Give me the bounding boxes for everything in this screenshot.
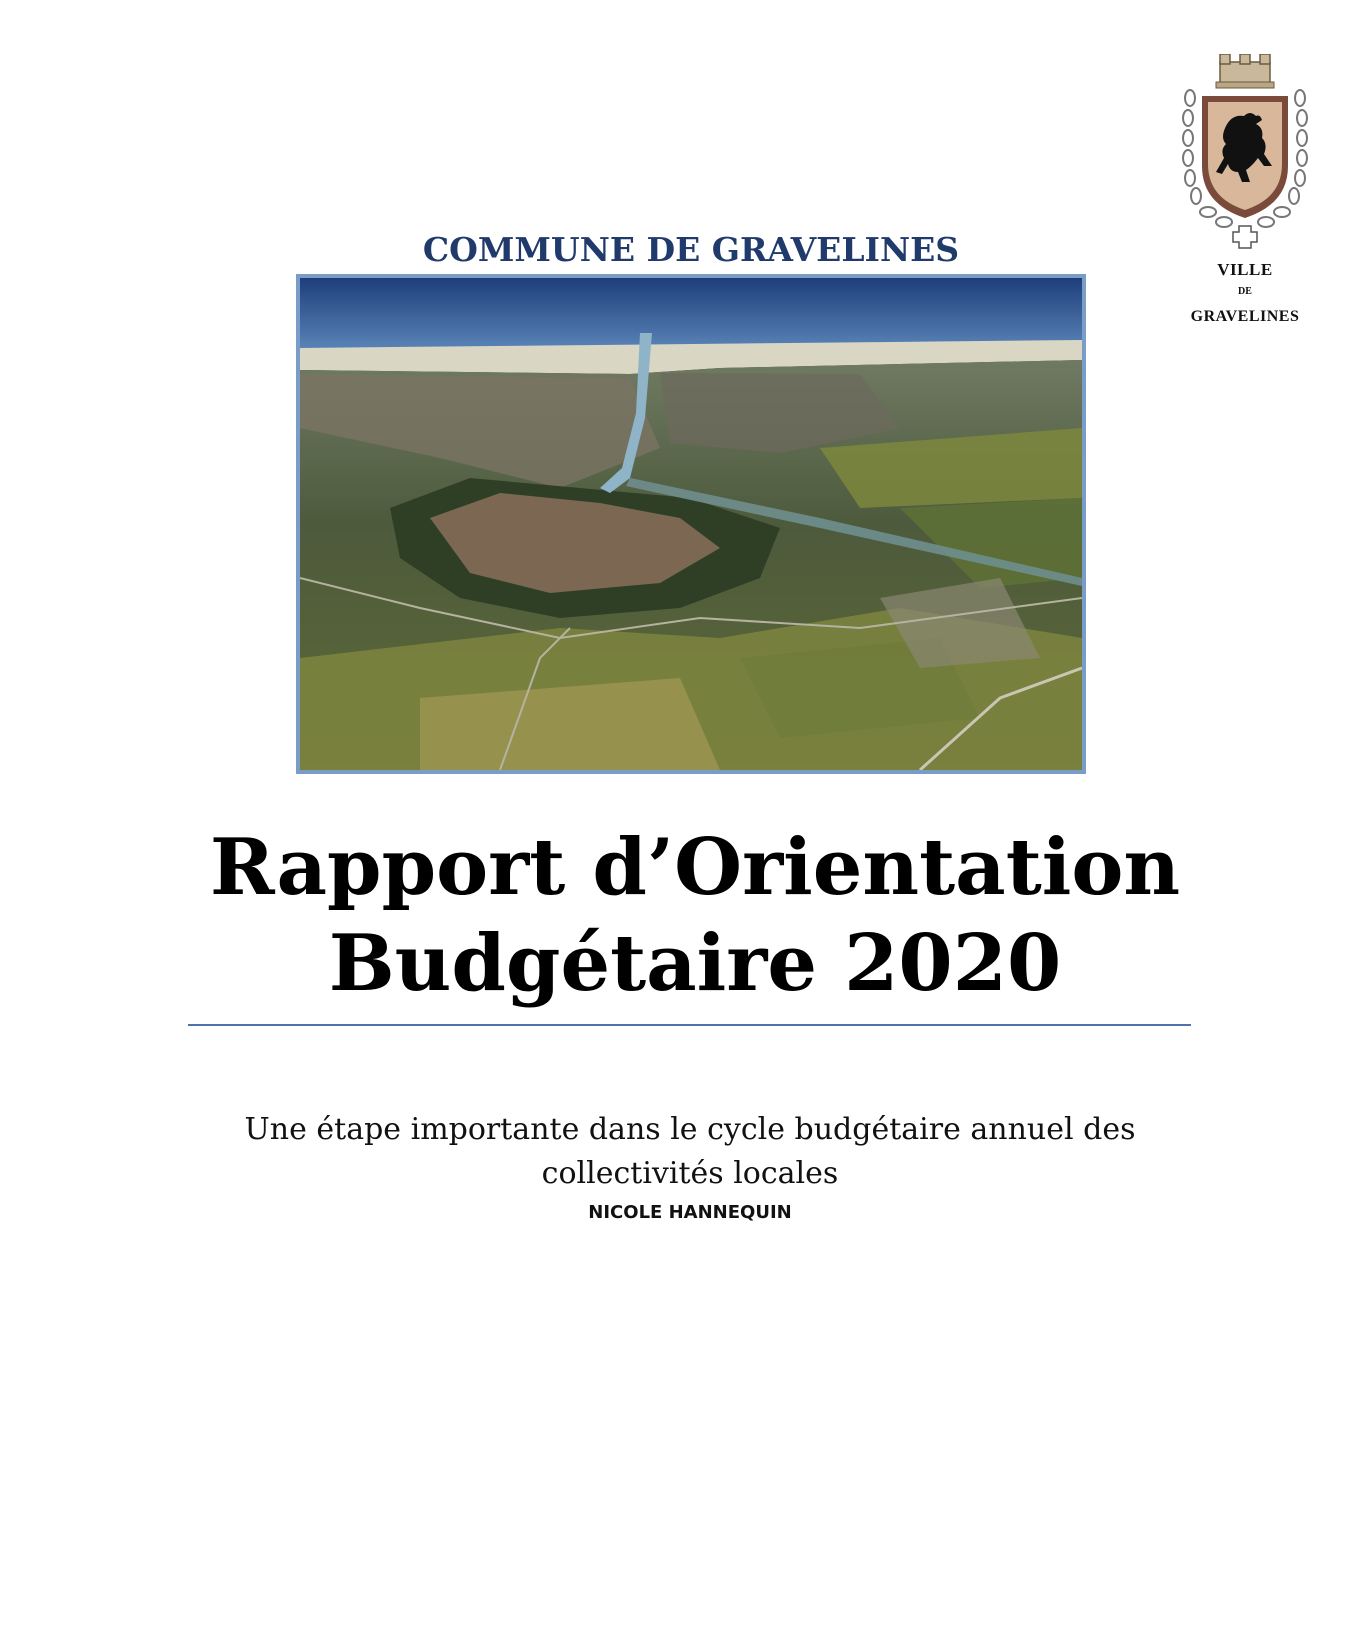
city-logo [1176,54,1314,340]
commune-heading: COMMUNE DE GRAVELINES [422,230,960,269]
report-title-line-2: Budgétaire 2020 [328,918,1062,1009]
report-title-line-1: Rapport d’Orientation [209,822,1181,913]
logo-line-de: DE [1238,286,1252,297]
coat-of-arms-icon [1176,54,1314,254]
report-subtitle [200,1108,1180,1196]
author-name: NICOLE HANNEQUIN [588,1202,792,1223]
subtitle-line-1: Une étape importante dans le cycle budgétaire annuel des [244,1112,1136,1147]
logo-line-ville: VILLE [1217,260,1273,279]
logo-line-gravelines: GRAVELINES [1190,308,1300,325]
subtitle-line-2: collectivités locales [541,1156,839,1191]
title-divider [188,1024,1191,1026]
aerial-photo [296,274,1086,774]
report-title [120,820,1270,1012]
aerial-city-image [300,278,1082,770]
